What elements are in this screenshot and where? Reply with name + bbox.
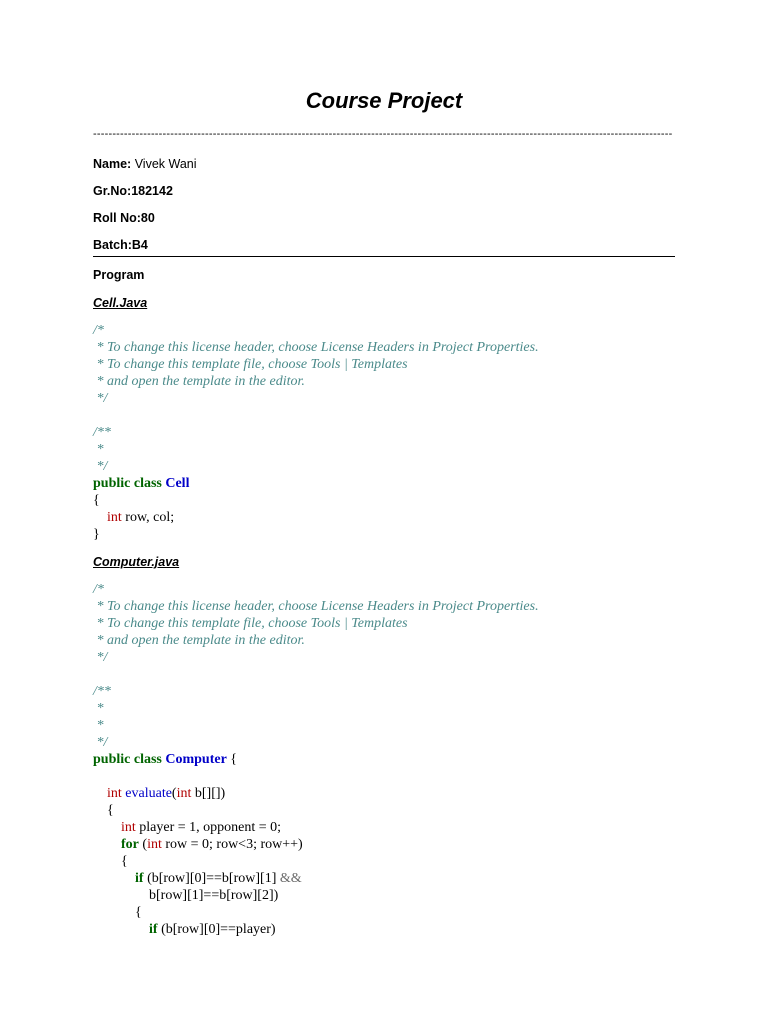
program-heading: Program <box>93 268 145 282</box>
code-line: { <box>93 803 114 818</box>
code-line: /* <box>93 323 104 338</box>
code-line: if (b[row][0]==b[row][1] && <box>135 871 302 886</box>
code-line: /* <box>93 582 104 597</box>
code-block-cell <box>93 322 539 543</box>
code-line: * and open the template in the editor. <box>93 633 305 648</box>
code-line: */ <box>93 459 108 474</box>
code-line: * and open the template in the editor. <box>93 374 305 389</box>
code-line: * To change this template file, choose Tools | Templates <box>93 357 408 372</box>
file-heading-cell: Cell.Java <box>93 296 148 310</box>
code-line: int player = 1, opponent = 0; <box>121 820 282 835</box>
code-line: if (b[row][0]==player) <box>149 922 276 937</box>
name-label: Name: <box>93 157 135 171</box>
student-name <box>93 157 197 171</box>
code-line: { <box>93 905 142 920</box>
document-title: Course Project <box>305 88 463 113</box>
code-line: * To change this license header, choose License Headers in Project Properties. <box>93 599 539 614</box>
code-line: /** <box>93 684 111 699</box>
code-line: * <box>93 701 104 716</box>
code-line: { <box>93 854 128 869</box>
code-line: * <box>93 442 104 457</box>
batch: Batch:B4 <box>93 238 148 252</box>
horizontal-rule <box>93 256 675 257</box>
code-line: public class Computer { <box>93 752 238 767</box>
code-line: public class Cell <box>93 476 190 491</box>
code-line: { <box>93 493 100 508</box>
code-line <box>93 666 539 683</box>
code-line: /** <box>93 425 111 440</box>
name-value: Vivek Wani <box>134 157 197 171</box>
file-heading-computer: Computer.java <box>93 555 180 569</box>
roll-number: Roll No:80 <box>93 211 155 225</box>
code-line: int evaluate(int b[][]) <box>107 786 226 801</box>
gr-number: Gr.No:182142 <box>93 184 173 198</box>
code-line: } <box>93 527 100 542</box>
code-line: */ <box>93 735 108 750</box>
code-line: * To change this license header, choose License Headers in Project Properties. <box>93 340 539 355</box>
code-line <box>93 407 539 424</box>
code-line: */ <box>93 391 108 406</box>
dashed-separator: ------------------------------------------------------------------------------------------------------------------------------------------------------ <box>93 128 673 140</box>
code-line: for (int row = 0; row<3; row++) <box>121 837 303 852</box>
code-line: b[row][1]==b[row][2]) <box>93 888 279 903</box>
code-line: * <box>93 718 104 733</box>
code-line: * To change this template file, choose Tools | Templates <box>93 616 408 631</box>
code-block-computer <box>93 581 539 938</box>
code-line: int row, col; <box>107 510 175 525</box>
code-line: */ <box>93 650 108 665</box>
code-line <box>93 768 539 785</box>
